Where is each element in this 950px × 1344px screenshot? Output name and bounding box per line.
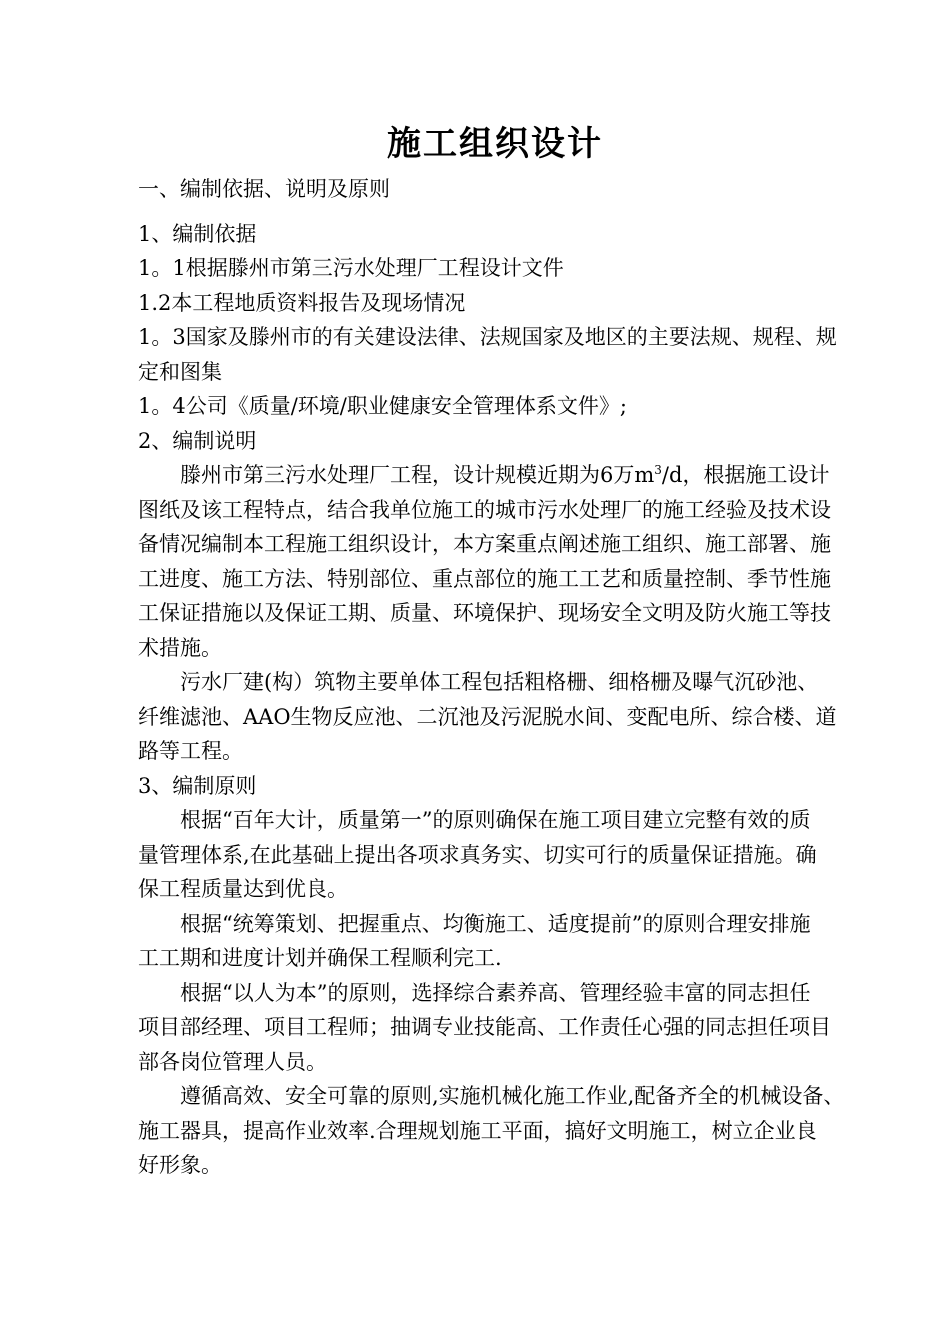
paragraph-line: 保工程质量达到优良。: [138, 877, 348, 901]
paragraph-line: 工保证措施以及保证工期、质量、环境保护、现场安全文明及防火施工等技: [138, 601, 831, 625]
paragraph-line: 部各岗位管理人员。: [138, 1049, 327, 1074]
basis-item: 1。3国家及滕州市的有关建设法律、法规国家及地区的主要法规、规程、规: [138, 325, 837, 349]
paragraph-line: 工进度、施工方法、特别部位、重点部位的施工工艺和质量控制、季节性施: [138, 566, 831, 591]
paragraph-line: 量管理体系,在此基础上提出各项求真务实、切实可行的质量保证措施。确: [138, 842, 817, 867]
paragraph-line: 好形象。: [138, 1153, 222, 1177]
basis-item: 1。1根据滕州市第三污水处理厂工程设计文件: [138, 256, 564, 280]
text-span: 滕州市第三污水处理厂工程，设计规模近期为6万m: [180, 463, 655, 487]
paragraph-line: 根据“百年大计，质量第一”的原则确保在施工项目建立完整有效的质: [180, 808, 811, 832]
subsection-heading-principles: 3、编制原则: [138, 773, 257, 798]
paragraph-line: 工工期和进度计划并确保工程顺利完工.: [138, 946, 502, 970]
paragraph-line: 备情况编制本工程施工组织设计，本方案重点阐述施工组织、施工部署、施: [138, 532, 831, 556]
basis-item: 1。4公司《质量/环境/职业健康安全管理体系文件》;: [138, 394, 627, 418]
paragraph-line: 根据“以人为本”的原则，选择综合素养高、管理经验丰富的同志担任: [180, 980, 811, 1005]
paragraph-line: 遵循高效、安全可靠的原则,实施机械化施工作业,配备齐全的机械设备、: [180, 1084, 845, 1108]
paragraph-line: 根据“统筹策划、把握重点、均衡施工、适度提前”的原则合理安排施: [180, 911, 811, 936]
paragraph-line: 图纸及该工程特点，结合我单位施工的城市污水处理厂的施工经验及技术设: [138, 497, 831, 522]
subsection-heading-explanation: 2、编制说明: [138, 428, 257, 453]
section-heading: 一、编制依据、说明及原则: [138, 177, 390, 201]
paragraph-line: 路等工程。: [138, 739, 243, 763]
text-span: /d，根据施工设计: [661, 463, 830, 487]
basis-item: 1.2本工程地质资料报告及现场情况: [138, 290, 466, 315]
document-title: 施工组织设计: [387, 124, 603, 164]
paragraph-line: [138, 458, 888, 493]
basis-item: 定和图集: [138, 359, 222, 384]
document-body: [138, 172, 888, 1183]
paragraph-line: 项目部经理、项目工程师；抽调专业技能高、工作责任心强的同志担任项目: [138, 1015, 831, 1039]
superscript: 3: [654, 463, 662, 477]
paragraph-line: 施工器具，提高作业效率.合理规划施工平面，搞好文明施工，树立企业良: [138, 1118, 817, 1143]
paragraph-line: 术措施。: [138, 635, 222, 660]
paragraph-line: 纤维滤池、AAO生物反应池、二沉池及污泥脱水间、变配电所、综合楼、道: [138, 704, 837, 729]
subsection-heading-basis: 1、编制依据: [138, 221, 257, 246]
paragraph-line: 污水厂建(构）筑物主要单体工程包括粗格栅、细格栅及曝气沉砂池、: [180, 670, 819, 694]
